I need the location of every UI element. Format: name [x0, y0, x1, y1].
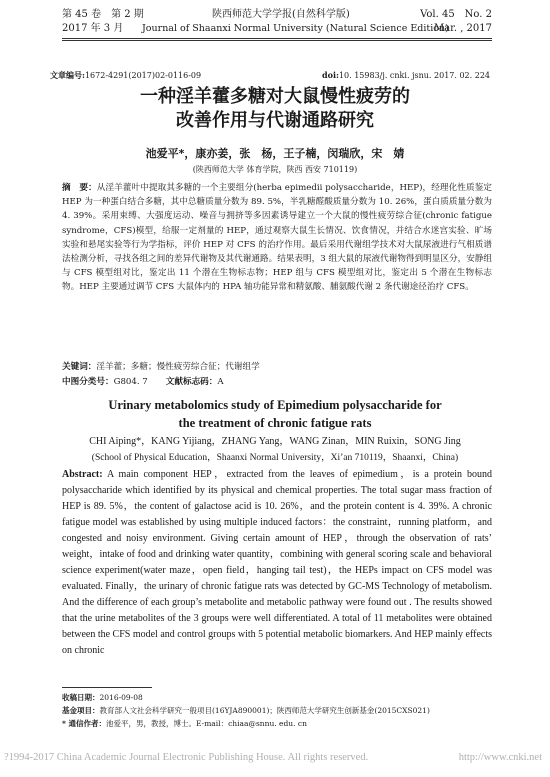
volume-cn: 第 45 卷 第 2 期 — [62, 9, 144, 20]
doi: 10. 15983/j. cnki. jsnu. 2017. 02. 224 — [338, 71, 490, 80]
title-cn-line-2: 改善作用与代谢通路研究 — [176, 110, 374, 131]
title-en-line-2: the treatment of chronic fatigue rats — [178, 416, 372, 430]
article-no: 1672-4291(2017)02-0116-09 — [84, 71, 202, 80]
abstract-cn — [62, 181, 492, 295]
corresponding-author-label: * 通信作者： — [62, 719, 107, 728]
doc-code-label: 文献标志码： — [165, 377, 218, 387]
affiliation-en: (School of Physical Education，Shaanxi Normal University，Xi’an 710119，Shaanxi，China) — [91, 453, 459, 463]
keywords-cn-text: 淫羊藿；多糖；慢性疲劳综合征；代谢组学 — [96, 362, 260, 372]
authors-cn: 池爱平*，康亦姜，张 杨，王子楠，闵瑞欣，宋 婧 — [145, 147, 405, 160]
cnki-url-watermark: http://www.cnki.net — [458, 752, 542, 763]
footnote-author — [62, 718, 307, 729]
volume-en: Vol. 45 No. 2 — [420, 9, 492, 20]
fund-label: 基金项目： — [62, 706, 100, 715]
received-date: 2016-09-08 — [99, 693, 143, 702]
abstract-en-label: Abstract: — [62, 469, 103, 480]
date-cn: 2017 年 3 月 — [62, 23, 124, 34]
doi-label: doi: — [322, 70, 339, 80]
keywords-cn-label: 关键词： — [62, 362, 97, 372]
article-no-label: 文章编号: — [50, 70, 85, 80]
doc-code-value: A — [217, 377, 224, 387]
title-en-line-1: Urinary metabolomics study of Epimedium polysaccharide for — [108, 398, 442, 412]
abstract-en — [62, 467, 492, 659]
affiliation-cn: (陕西师范大学 体育学院，陕西 西安 710119) — [192, 165, 358, 174]
date-en: Mar. , 2017 — [433, 23, 492, 34]
authors-en: CHI Aiping*，KANG Yijiang，ZHANG Yang，WANG Zinan，MIN Ruixin，SONG Jing — [89, 436, 461, 447]
abstract-cn-text: 从淫羊藿叶中提取其多糖的一个主要组分(herba epimedii polysaccharide，HEP)，经理化性质鉴定 HEP 为一种蛋白结合多糖，其中总糖质量分数为 89. 5%，半乳糖醛酸质量分数为 10. 26%，蛋白质质量分数为 4. 39%。采用束缚、大强度运动、噪音与拥挤等多因素诱导建立一个大鼠的慢性疲劳综合征(chronic fatigue syndrome，CFS)模型，给服一定剂量的 HEP，通过观察大鼠生长情况、饮食情况，并结合水迷宫实验、旷场实验和悬尾实验等行为学指标，评价 HEP 对 CFS 的治疗作用。最后采用代谢组学技术对大鼠尿液进行气相质谱法检测分析，寻找各组之间的差异代谢物及其代谢通路。结果表明，3 组大鼠的尿液代谢物得到明显区分，安静组与 CFS 模型组对比，鉴定出 11 个潜在生物标志物；HEP 组与 CFS 模型组对比，鉴定出 5 个潜在生物标志物。HEP 主要通过调节 CFS 大鼠体内的 HPA 轴功能异常和精氨酸、脯氨酸代谢 2 条代谢途径治疗 CFS。 — [62, 183, 492, 293]
fund-text: 教育部人文社会科学研究一般项目(16YJA890001)；陕西师范大学研究生创新基金(2015CXS021) — [99, 706, 430, 715]
header-rule-bottom — [62, 40, 492, 41]
keywords-cn — [62, 360, 260, 372]
abstract-en-text: A main component HEP，extracted from the leaves of epimedium，is a protein bound polysaccharide which identified by its physical and chemical properties. The total sugar mass fraction of HEP is 89. 5%，the content of galactose acid is 10. 26%，and the protein content is 4. 39%. A chronic fatigue model was established by using multiple induced factors：the constraint，running platform，and congested and noisy environment. Giving certain amount of HEP，through the observation of rats’ weight，intake of food and drinking water quantity，combining with general scoring scale and behavioral science experiment(water maze，open field，hanging tail test)，the HEPs impact on CFS model was evaluated. Finally，the urinary of chronic fatigue rats was detected by GC-MS Technology of metabolism. And the difference of each group’s metabolite and metabolic pathway were found out . The results showed that the urine metabolites of the 3 groups were well differentiated. A total of 11 metabolites were obtained between the CFS model and control groups with 5 potential metabolic biomarkers. And HEP mainly effects on chronic — [62, 469, 492, 656]
journal-name-cn: 陕西师范大学学报(自然科学版) — [212, 9, 350, 20]
footnote-fund — [62, 705, 430, 716]
abstract-cn-label: 摘 要： — [62, 183, 97, 193]
received-label: 收稿日期： — [62, 693, 100, 702]
clc-label: 中图分类号： — [62, 377, 114, 387]
corresponding-author-text: 池爱平，男，教授，博士。E-mail：chiaa@snnu. edu. cn — [106, 719, 307, 728]
title-cn-line-1: 一种淫羊藿多糖对大鼠慢性疲劳的 — [140, 86, 410, 107]
classification-line — [62, 375, 224, 387]
header-rule-top — [62, 38, 492, 39]
clc-value: G804. 7 — [113, 377, 148, 387]
journal-name-en: Journal of Shaanxi Normal University (Natural Science Edition) — [142, 23, 449, 34]
footnote-received — [62, 692, 143, 703]
copyright-watermark: ?1994-2017 China Academic Journal Electronic Publishing House. All rights reserved. — [4, 752, 369, 763]
footnote-rule — [62, 687, 152, 688]
